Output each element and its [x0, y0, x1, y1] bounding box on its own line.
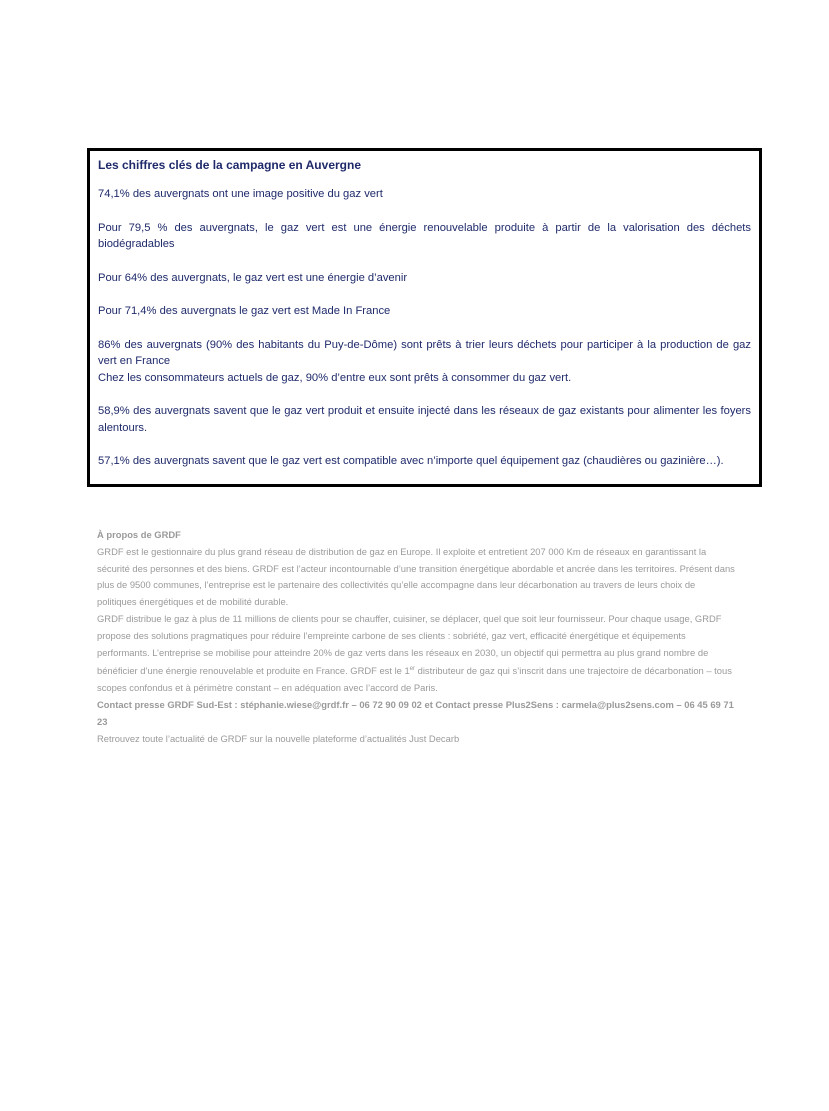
about-ordinal-sup: er	[409, 666, 416, 673]
press-contact: Contact presse GRDF Sud-Est : stéphanie.wiese@grdf.fr – 06 72 90 09 02 et Contact presse Plus2Sens : carmela@plus2sens.com – 06 45 69 71 23	[97, 699, 734, 727]
key-figure-7: 57,1% des auvergnats savent que le gaz vert est compatible avec n’importe quel équipement gaz (chaudières ou gazinière…).	[98, 455, 724, 467]
key-figure-3: Pour 64% des auvergnats, le gaz vert est une énergie d’avenir	[98, 271, 408, 284]
about-section	[97, 527, 737, 747]
about-heading: À propos de GRDF	[97, 529, 181, 540]
about-paragraph-2	[97, 611, 737, 697]
key-figure-5-sub: Chez les consommateurs actuels de gaz, 90% d’entre eux sont prêts à consommer du gaz vert.	[98, 371, 572, 384]
key-figures-box	[87, 148, 762, 487]
key-figure-5-block	[98, 337, 751, 387]
about-paragraph-2-end: distributeur de gaz qui s’inscrit dans une trajectoire de décarbonation – tous scopes confondus et à périmètre constant – en adéquation avec l’accord de Paris.	[97, 665, 732, 694]
key-figure-6: 58,9% des auvergnats savent que le gaz vert produit et ensuite injecté dans les réseaux de gaz existants pour alimenter les foyers alentours.	[98, 405, 751, 434]
key-figure-2: Pour 79,5 % des auvergnats, le gaz vert est une énergie renouvelable produite à partir de la valorisation des déchets biodégradables	[98, 221, 751, 250]
about-paragraph-2-start: GRDF distribue le gaz à plus de 11 millions de clients pour se chauffer, cuisiner, se déplacer, quel que soit leur fournisseur. Pour chaque usage, GRDF propose des solutions pragmatiques pour réduire l’empreinte carbone de ses clients : sobriété, gaz vert, efficacité énergétique et équipements performants. L’entreprise se mobilise pour atteindre 20% de gaz verts dans les réseaux en 2030, un objectif qui permettra au plus grand nombre de bénéficier d’une énergie renouvelable et produite en France. GRDF est le 1	[97, 612, 722, 677]
news-footer: Retrouvez toute l’actualité de GRDF sur la nouvelle plateforme d’actualités Just Decarb	[97, 732, 460, 744]
key-figure-4: Pour 71,4% des auvergnats le gaz vert est Made In France	[98, 305, 391, 317]
key-figures-title: Les chiffres clés de la campagne en Auvergne	[98, 158, 361, 172]
key-figure-1: 74,1% des auvergnats ont une image positive du gaz vert	[98, 188, 383, 200]
key-figure-5: 86% des auvergnats (90% des habitants du Puy-de-Dôme) sont prêts à trier leurs déchets pour participer à la production de gaz vert en France	[98, 338, 751, 367]
about-paragraph-1: GRDF est le gestionnaire du plus grand réseau de distribution de gaz en Europe. Il exploite et entretient 207 000 Km de réseaux en garantissant la sécurité des personnes et des biens. GRDF est l’acteur incontournable d’une transition énergétique abordable et ancrée dans les territoires. Présent dans plus de 9500 communes, l’entreprise est le partenaire des collectivités qu’elle accompagne dans leur décarbonation au travers de leurs choix de politiques énergétiques et de mobilité durable.	[97, 545, 735, 608]
